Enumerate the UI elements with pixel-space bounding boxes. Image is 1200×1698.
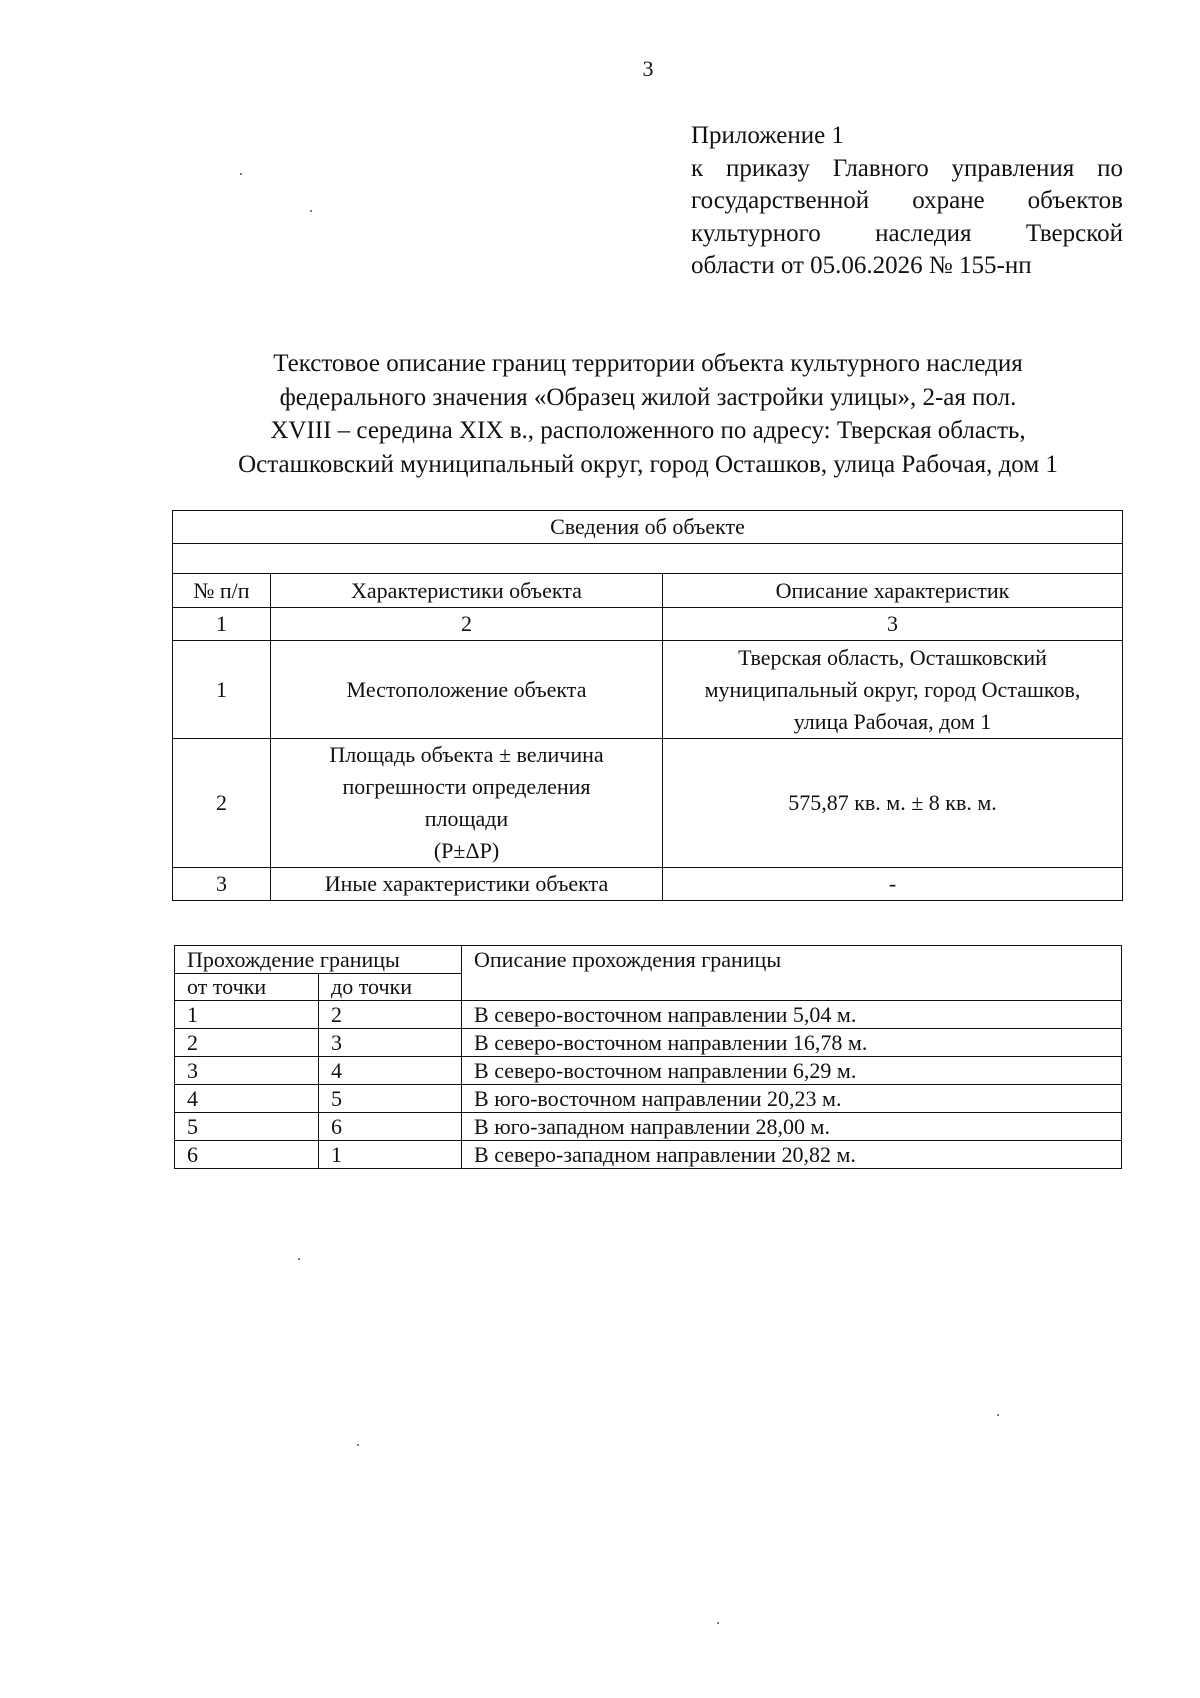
scan-speck [357,1444,359,1446]
table-row [175,1029,1122,1057]
to-point: 2 [319,1001,462,1029]
column-number: 1 [173,608,271,641]
from-point: 4 [175,1085,319,1113]
scan-speck [240,173,242,175]
header-characteristics: Характеристики объекта [271,574,663,608]
cell-line: (Р±ΔР) [433,838,500,863]
row-description [663,868,1123,901]
segment-description: В северо-западном направлении 20,82 м. [462,1141,1122,1169]
row-description [663,641,1123,739]
to-point: 3 [319,1029,462,1057]
appendix-line: к приказу Главного управления по [691,154,1123,182]
appendix-line: культурного наследия Тверской [691,219,1123,247]
from-point: 1 [175,1001,319,1029]
header-to-point: до точки [319,974,462,1001]
from-point: 3 [175,1057,319,1085]
row-number: 2 [173,739,271,868]
cell-line: погрешности определения [342,774,591,799]
row-characteristic [271,739,663,868]
appendix-block [691,120,1123,283]
title-line: федерального значения «Образец жилой застройки улицы», 2-ая пол. [279,383,1017,411]
from-point: 2 [175,1029,319,1057]
segment-description: В юго-западном направлении 28,00 м. [462,1113,1122,1141]
table-row [175,1001,1122,1029]
segment-description: В юго-восточном направлении 20,23 м. [462,1085,1122,1113]
cell-line: 575,87 кв. м. ± 8 кв. м. [788,790,997,815]
table-row [173,739,1123,868]
cell-line: муниципальный округ, город Осташков, [704,676,1081,702]
row-characteristic [271,641,663,739]
row-characteristic [271,868,663,901]
row-number: 3 [173,868,271,901]
cell-line: Тверская область, Осташковский [738,644,1047,670]
title-line: Текстовое описание границ территории объекта культурного наследия [273,350,1023,377]
row-number: 1 [173,641,271,739]
table-row [173,868,1123,901]
row-description [663,739,1123,868]
cell-line: Иные характеристики объекта [324,871,609,896]
from-point: 5 [175,1113,319,1141]
table-caption: Сведения об объекте [173,511,1123,544]
cell-line: улица Рабочая, дом 1 [793,708,992,734]
cell-line: - [888,871,897,896]
to-point: 5 [319,1085,462,1113]
cell-line: Площадь объекта ± величина [329,742,604,767]
document-title [160,347,1136,481]
cell-line: площади [424,806,509,831]
to-point: 1 [319,1141,462,1169]
border-description-table [174,945,1122,1169]
table-row [175,1113,1122,1141]
to-point: 4 [319,1057,462,1085]
header-from-point: от точки [175,974,319,1001]
to-point: 6 [319,1113,462,1141]
appendix-line: Приложение 1 [691,122,844,149]
object-info-table [172,510,1123,901]
segment-description: В северо-восточном направлении 6,29 м. [462,1057,1122,1085]
cell-line: Местоположение объекта [346,676,587,702]
page-number: 3 [642,56,654,81]
title-line: Осташковский муниципальный округ, город Осташков, улица Рабочая, дом 1 [238,450,1058,478]
segment-description: В северо-восточном направлении 16,78 м. [462,1029,1122,1057]
header-description: Описание характеристик [663,574,1123,608]
column-number: 2 [271,608,663,641]
header-border-description: Описание прохождения границы [462,946,1122,1001]
table-row [175,1085,1122,1113]
segment-description: В северо-восточном направлении 5,04 м. [462,1001,1122,1029]
column-number: 3 [663,608,1123,641]
table-row [173,641,1123,739]
table-row [175,1057,1122,1085]
empty-row [173,544,1123,574]
header-border-passage: Прохождение границы [175,946,462,974]
appendix-line: государственной охране объектов [691,187,1123,214]
header-number: № п/п [173,574,271,608]
from-point: 6 [175,1141,319,1169]
title-line: XVIII – середина XIX в., расположенного по адресу: Тверская область, [270,417,1026,444]
table-row [175,1141,1122,1169]
appendix-line: области от 05.06.2026 № 155-нп [691,252,1032,279]
scan-speck [298,1258,300,1260]
scan-speck [717,1622,719,1624]
scan-speck [310,210,312,212]
scan-speck [997,1414,999,1416]
